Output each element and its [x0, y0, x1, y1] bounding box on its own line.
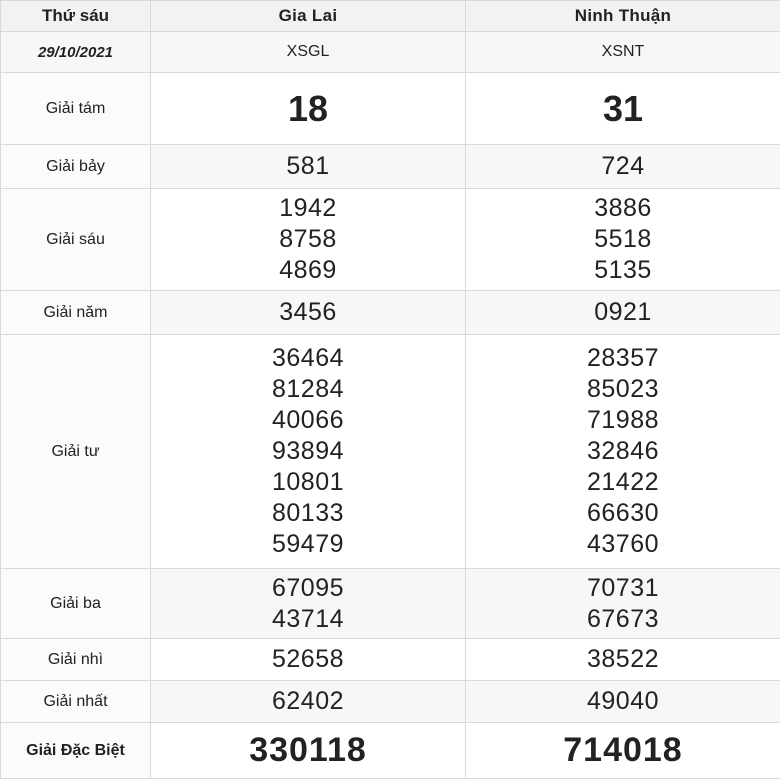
prize-number: 3456 [155, 297, 461, 328]
prize-row-giai-ba [1, 569, 780, 639]
prize-number: 10801 [155, 467, 461, 498]
prize-number: 71988 [470, 405, 776, 436]
prize-row-giai-bay [1, 145, 780, 189]
draw-date: 29/10/2021 [1, 32, 151, 73]
prize-number: 8758 [155, 224, 461, 255]
header-day-label: Thứ sáu [1, 1, 151, 32]
prize-numbers-ninh-thuan [466, 723, 780, 779]
prize-number: 62402 [155, 686, 461, 717]
prize-numbers-gia-lai [151, 145, 466, 189]
prize-numbers-gia-lai [151, 335, 466, 569]
prize-row-giai-nam [1, 291, 780, 335]
lottery-code-ninh-thuan: XSNT [466, 32, 780, 73]
prize-numbers-ninh-thuan [466, 291, 780, 335]
prize-numbers-ninh-thuan [466, 681, 780, 723]
prize-number: 52658 [155, 644, 461, 675]
prize-number: 67673 [470, 604, 776, 635]
prize-number: 5518 [470, 224, 776, 255]
prize-number: 28357 [470, 343, 776, 374]
prize-number: 43760 [470, 529, 776, 560]
prize-number: 724 [470, 151, 776, 182]
prize-number: 18 [155, 89, 461, 129]
prize-label: Giải sáu [1, 189, 151, 291]
prize-numbers-gia-lai [151, 291, 466, 335]
prize-number: 581 [155, 151, 461, 182]
prize-numbers-ninh-thuan [466, 639, 780, 681]
prize-numbers-ninh-thuan [466, 569, 780, 639]
prize-number: 38522 [470, 644, 776, 675]
prize-number: 40066 [155, 405, 461, 436]
prize-number: 81284 [155, 374, 461, 405]
prize-row-giai-tam [1, 73, 780, 145]
prize-number: 5135 [470, 255, 776, 286]
prize-numbers-gia-lai [151, 639, 466, 681]
prize-row-giai-nhi [1, 639, 780, 681]
prize-number: 43714 [155, 604, 461, 635]
prize-number: 31 [470, 89, 776, 129]
prize-label: Giải ba [1, 569, 151, 639]
prize-number: 93894 [155, 436, 461, 467]
header-province-gia-lai: Gia Lai [151, 1, 466, 32]
prize-number: 59479 [155, 529, 461, 560]
prize-label: Giải nhất [1, 681, 151, 723]
prize-row-giai-dac-biet [1, 723, 780, 779]
prize-numbers-gia-lai [151, 723, 466, 779]
prize-numbers-ninh-thuan [466, 145, 780, 189]
prize-numbers-gia-lai [151, 73, 466, 145]
prize-number: 70731 [470, 573, 776, 604]
prize-number: 3886 [470, 193, 776, 224]
prize-number: 80133 [155, 498, 461, 529]
prize-number: 67095 [155, 573, 461, 604]
lottery-code-gia-lai: XSGL [151, 32, 466, 73]
prize-number: 32846 [470, 436, 776, 467]
date-row [1, 32, 780, 73]
prize-number: 85023 [470, 374, 776, 405]
prize-numbers-ninh-thuan [466, 73, 780, 145]
prize-row-giai-tu [1, 335, 780, 569]
prize-number: 330118 [155, 732, 461, 769]
prize-number: 0921 [470, 297, 776, 328]
prize-label: Giải nhì [1, 639, 151, 681]
prize-label: Giải tư [1, 335, 151, 569]
prize-label: Giải bảy [1, 145, 151, 189]
prize-numbers-ninh-thuan [466, 189, 780, 291]
prize-number: 4869 [155, 255, 461, 286]
prize-row-giai-sau [1, 189, 780, 291]
prize-number: 66630 [470, 498, 776, 529]
prize-numbers-ninh-thuan [466, 335, 780, 569]
prize-number: 36464 [155, 343, 461, 374]
prize-row-giai-nhat [1, 681, 780, 723]
header-province-ninh-thuan: Ninh Thuận [466, 1, 780, 32]
prize-label: Giải tám [1, 73, 151, 145]
prize-number: 714018 [470, 732, 776, 769]
prize-label: Giải năm [1, 291, 151, 335]
prize-numbers-gia-lai [151, 189, 466, 291]
prize-number: 1942 [155, 193, 461, 224]
prize-numbers-gia-lai [151, 681, 466, 723]
table-header-row [1, 1, 780, 32]
prize-number: 21422 [470, 467, 776, 498]
prize-numbers-gia-lai [151, 569, 466, 639]
prize-number: 49040 [470, 686, 776, 717]
prize-label: Giải Đặc Biệt [1, 723, 151, 779]
